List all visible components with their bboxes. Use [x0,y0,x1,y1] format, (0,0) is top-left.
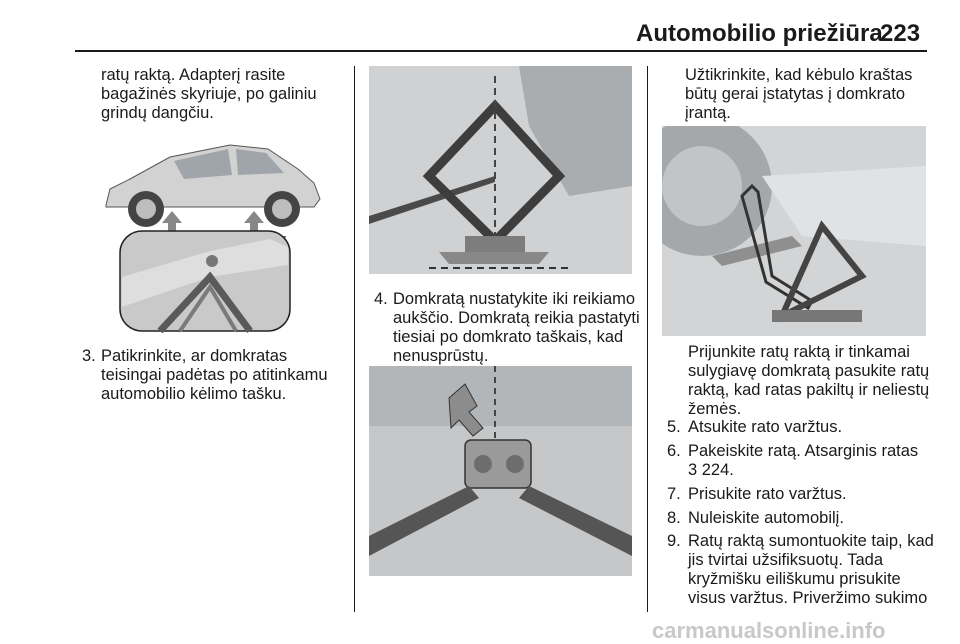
col3-intro [685,66,912,123]
text-line: teisingai padėtas po atitinkamu [101,366,328,384]
text-line: Atsukite rato varžtus. [688,418,843,436]
step-number: 6. [667,442,681,460]
jack-head-illustration [369,366,632,576]
text-line: Domkratą nustatykite iki reikiamo [393,290,636,308]
column-divider [647,66,648,612]
cross-reference-link[interactable]: 3 224. [688,461,734,479]
text-line: grindų dangčiu. [101,104,214,122]
header-rule [75,50,927,52]
jack-wrench-illustration [662,126,926,336]
column-divider [354,66,355,612]
text-line: raktą, kad ratas pakiltų ir neliestų [688,381,930,399]
text-line: automobilio kėlimo tašku. [101,385,287,403]
text-line: Prijunkite ratų raktą ir tinkamai [688,343,910,361]
step-number: 3. [82,347,96,365]
car-jack-point-figure [100,127,338,333]
jack-wrench-figure [662,126,926,336]
car-illustration [100,127,338,333]
text-line: aukščio. Domkratą reikia pastatyti [393,309,640,327]
text-line: jis tvirtai užsifiksuotų. Tada [688,551,884,569]
step-9-text [688,532,934,608]
step-number: 4. [374,290,388,308]
text-line: ratų raktą. Adapterį rasite [101,66,286,84]
text-line: nenusprūstų. [393,347,489,365]
step-7-text [688,485,847,504]
text-line: tiesiai po domkrato taškais, kad [393,328,624,346]
jack-head-closeup-figure [369,366,632,576]
jack-raising-figure [369,66,632,274]
step-8-text [688,509,844,528]
jack-illustration [369,66,632,274]
step-number: 9. [667,532,681,550]
text-line: žemės. [688,400,742,418]
col3-after-figure [688,343,929,419]
col1-intro [101,66,317,123]
text-line: Nuleiskite automobilį. [688,509,844,527]
text-line: Užtikrinkite, kad kėbulo kraštas [685,66,913,84]
text-line: Patikrinkite, ar domkratas [101,347,288,365]
step-6-text [688,442,918,480]
text-line: įrantą. [685,104,731,122]
page-title: Automobilio priežiūra [636,20,883,47]
step-number: 5. [667,418,681,436]
text-line: sulygiavę domkratą pasukite ratų [688,362,930,380]
step-number: 7. [667,485,681,503]
text-line: kryžmišku eiliškumu prisukite [688,570,901,588]
text-line: visus varžtus. Priveržimo sukimo [688,589,928,607]
step-number: 8. [667,509,681,527]
text-line: Ratų raktą sumontuokite taip, kad [688,532,934,550]
text-line: bagažinės skyriuje, po galiniu [101,85,317,103]
step-4-text [393,290,640,366]
watermark: carmanualsonline.info [652,618,886,643]
text-line: Prisukite rato varžtus. [688,485,847,503]
text-line: Pakeiskite ratą. Atsarginis ratas [688,442,919,460]
step-3-text [101,347,328,404]
page-number: 223 [880,20,921,47]
step-5-text [688,418,842,437]
text-line: būtų gerai įstatytas į domkrato [685,85,906,103]
